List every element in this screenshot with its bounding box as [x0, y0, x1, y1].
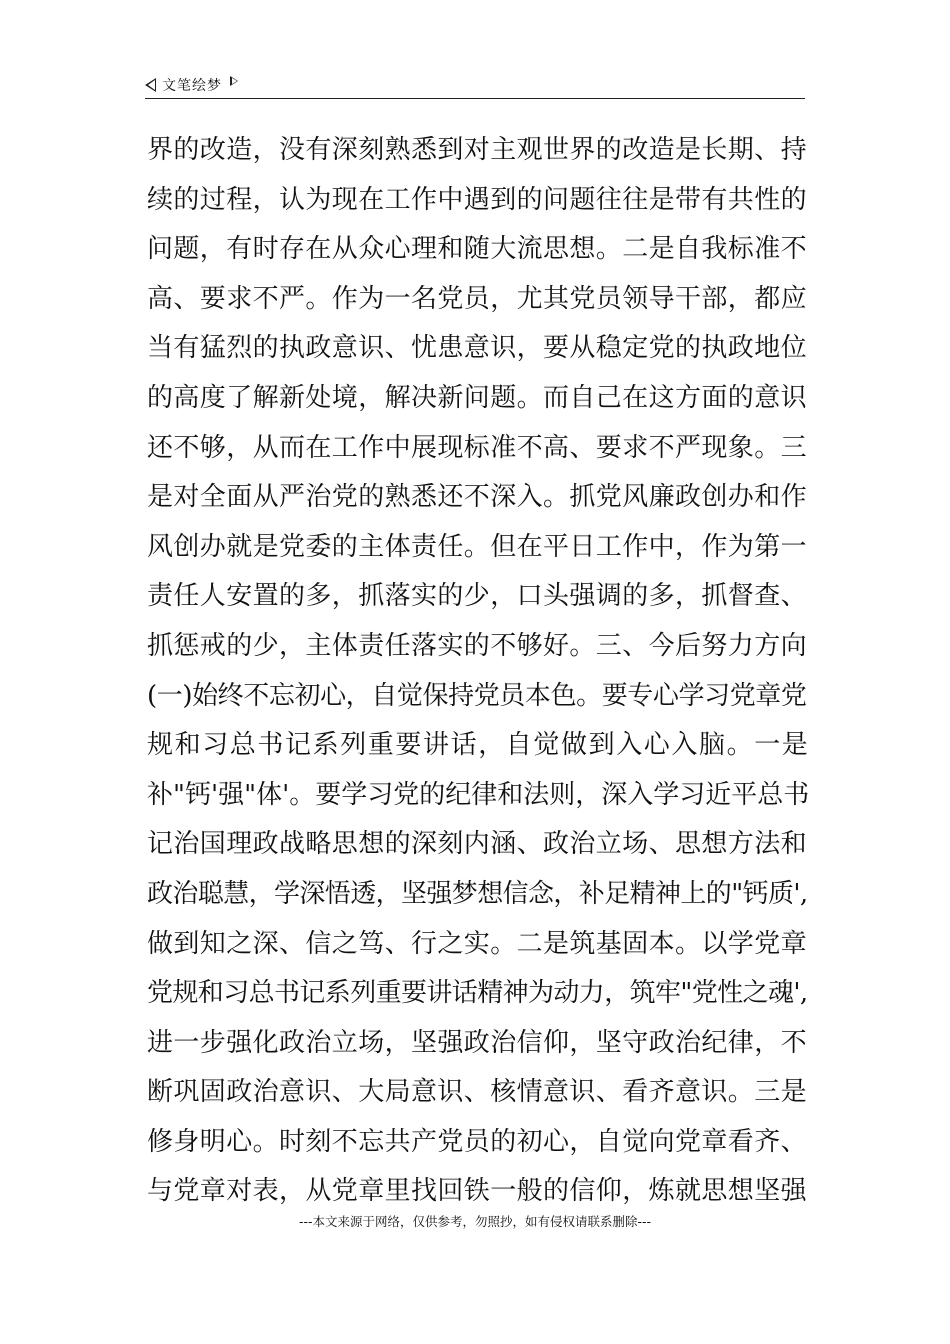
text-line: 续的过程，认为现在工作中遇到的问题往往是带有共性的 [147, 184, 808, 215]
text-line: (一)始终不忘初心，自觉保持党员本色。要专心学习党章党 [147, 680, 807, 711]
text-line: 当有猛烈的执政意识、忧患意识，要从稳定党的执政地位 [147, 333, 808, 364]
text-line: 界的改造，没有深刻熟悉到对主观世界的改造是长期、持 [147, 135, 808, 165]
document-body [147, 126, 809, 1217]
text-line: 做到知之深、信之笃、行之实。二是筑基固本。以学党章 [147, 928, 808, 959]
text-line: 政治聪慧，学深悟透，坚强梦想信念，补足精神上的"钙质', [147, 878, 808, 909]
text-line: 修身明心。时刻不忘共产党员的初心，自觉向党章看齐、 [147, 1126, 808, 1157]
triangle-left-icon [145, 78, 156, 92]
footer-disclaimer: ---本文来源于网络，仅供参考，勿照抄，如有侵权请联系删除--- [298, 1214, 652, 1229]
text-line: 规和习总书记系列重要讲话，自觉做到入心入脑。一是 [147, 730, 810, 761]
text-line: 党规和习总书记系列重要讲话精神为动力，筑牢"党性之魂', [147, 978, 808, 1009]
text-line: 问题，有时存在从众心理和随大流思想。二是自我标准不 [147, 234, 808, 265]
page-header [145, 72, 805, 99]
text-line: 补"钙'强"体'。要学习党的纪律和法则，深入学习近平总书 [147, 779, 810, 810]
text-line: 是对全面从严治党的熟悉还不深入。抓党风廉政创办和作 [147, 482, 808, 513]
text-line: 进一步强化政治立场，坚强政治信仰，坚守政治纪律，不 [147, 1027, 808, 1058]
text-line: 的高度了解新处境，解决新问题。而自己在这方面的意识 [147, 382, 808, 413]
text-line: 抓惩戒的少，主体责任落实的不够好。三、今后努力方向 [147, 630, 808, 661]
text-line: 责任人安置的多，抓落实的少，口头强调的多，抓督查、 [147, 581, 808, 612]
text-line: 风创办就是党委的主体责任。但在平日工作中，作为第一 [147, 531, 808, 562]
triangle-right-icon [230, 76, 238, 86]
text-line: 还不够，从而在工作中展现标准不高、要求不严现象。三 [147, 432, 808, 463]
text-line: 高、要求不严。作为一名党员，尤其党员领导干部，都应 [147, 283, 808, 314]
header-brand: 文笔绘梦 [162, 78, 222, 94]
text-line: 记治国理政战略思想的深刻内涵、政治立场、思想方法和 [147, 829, 808, 860]
text-line: 与党章对表，从党章里找回铁一般的信仰，炼就思想坚强 [147, 1176, 808, 1207]
text-line: 断巩固政治意识、大局意识、核情意识、看齐意识。三是 [147, 1077, 808, 1108]
